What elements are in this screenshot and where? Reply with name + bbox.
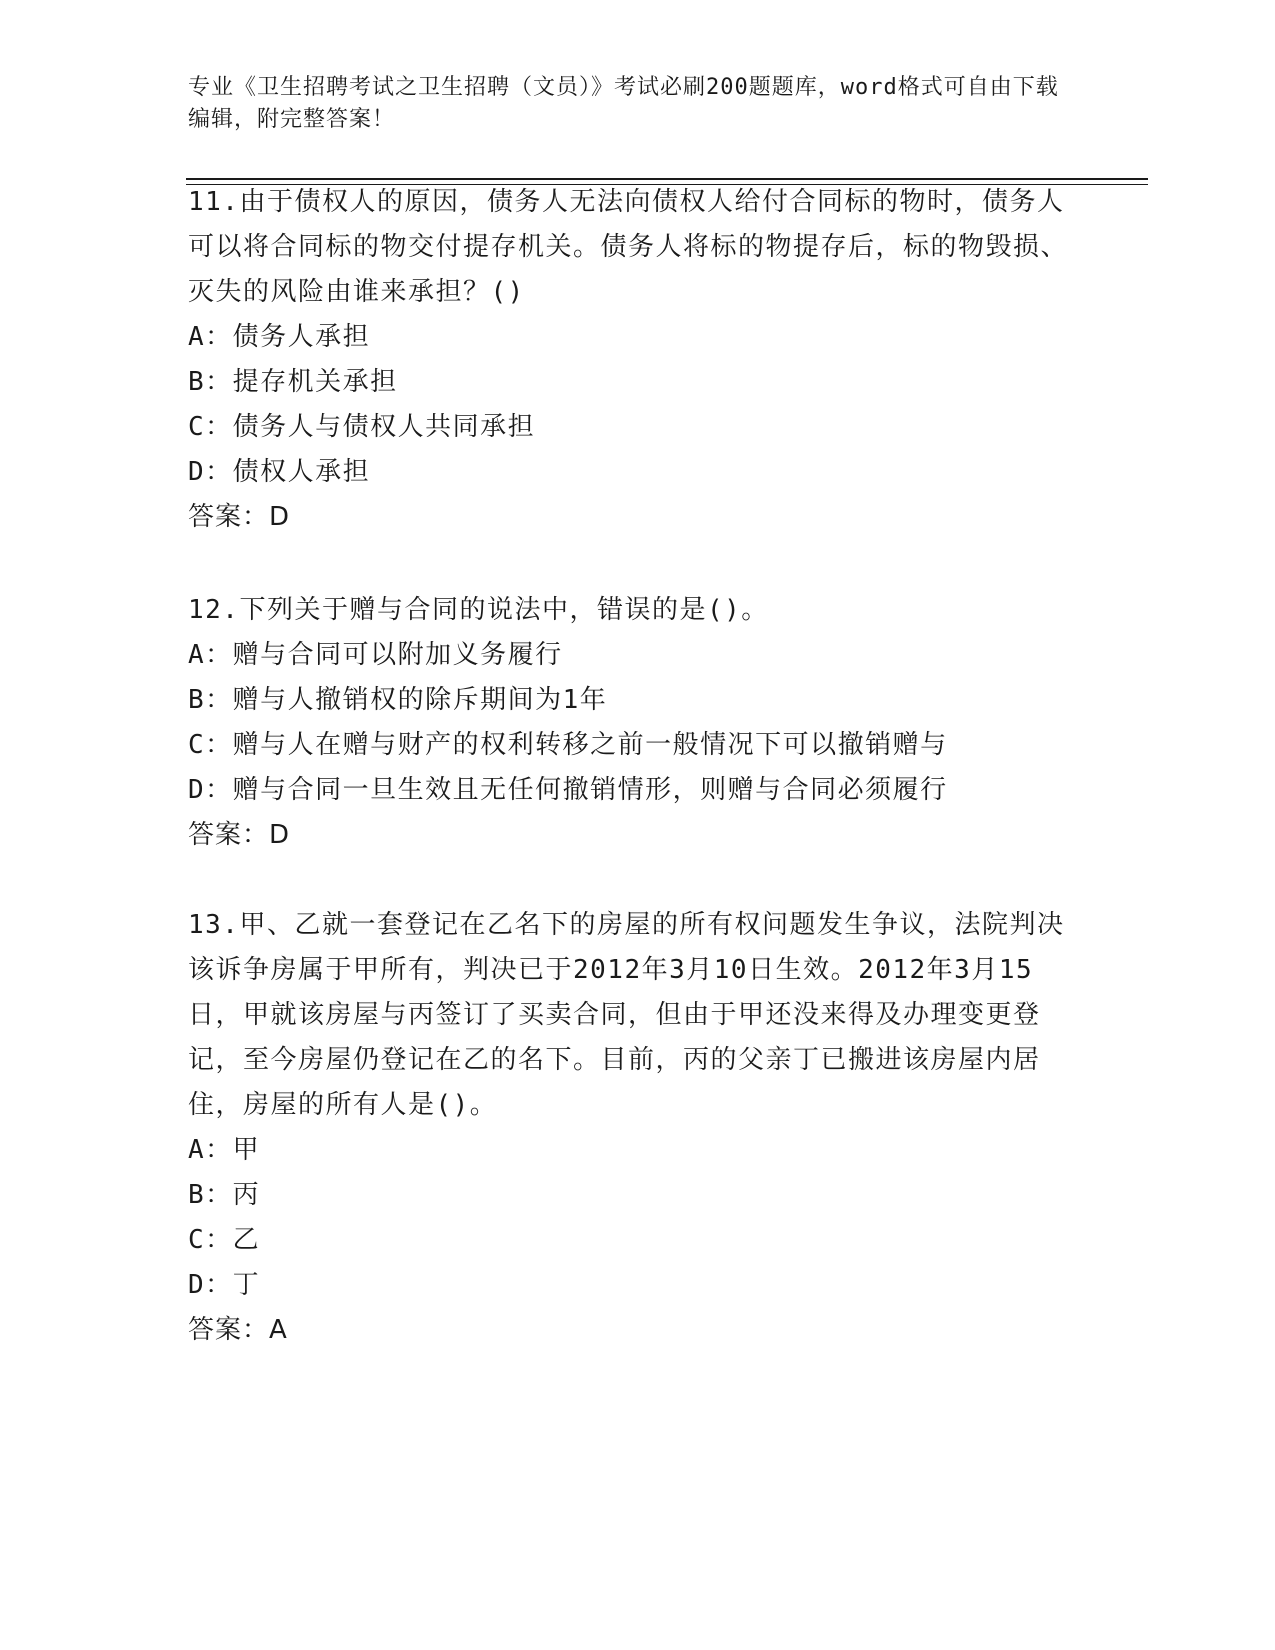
question-stem: 13.甲、乙就一套登记在乙名下的房屋的所有权问题发生争议，法院判决该诉争房属于甲所有，判决已于2012年3月10日生效。2012年3月15日，甲就该房屋与丙签订了买卖合同，但由于甲还没来得及办理变更登记，至今房屋仍登记在乙的名下。目前，丙的父亲丁已搬进该房屋内居住，房屋的所有人是()。 <box>188 910 1065 1120</box>
question-13 <box>188 903 1088 1353</box>
option-c: C：债务人与债权人共同承担 <box>188 412 536 442</box>
document-header: 专业《卫生招聘考试之卫生招聘（文员）》考试必刷200题题库，word格式可自由下载编辑，附完整答案！ <box>188 75 1059 132</box>
option-b: B：赠与人撤销权的除斥期间为1年 <box>188 685 608 715</box>
question-12 <box>188 588 1088 858</box>
option-d: D：赠与合同一旦生效且无任何撤销情形，则赠与合同必须履行 <box>188 775 948 805</box>
option-c: C：乙 <box>188 1225 261 1255</box>
option-d: D：丁 <box>188 1270 261 1300</box>
option-a: A：债务人承担 <box>188 322 371 352</box>
option-b: B：丙 <box>188 1180 261 1210</box>
option-a: A：甲 <box>188 1135 261 1165</box>
answer-label: 答案：A <box>188 1315 288 1345</box>
question-stem: 12.下列关于赠与合同的说法中，错误的是()。 <box>188 595 769 625</box>
option-d: D：债权人承担 <box>188 457 371 487</box>
option-c: C：赠与人在赠与财产的权利转移之前一般情况下可以撤销赠与 <box>188 730 948 760</box>
answer-label: 答案：D <box>188 820 291 850</box>
question-stem: 11.由于债权人的原因，债务人无法向债权人给付合同标的物时，债务人可以将合同标的物交付提存机关。债务人将标的物提存后，标的物毁损、灭失的风险由谁来承担？() <box>188 187 1069 307</box>
option-a: A：赠与合同可以附加义务履行 <box>188 640 563 670</box>
option-b: B：提存机关承担 <box>188 367 398 397</box>
answer-label: 答案：D <box>188 502 291 532</box>
question-11 <box>188 180 1088 540</box>
